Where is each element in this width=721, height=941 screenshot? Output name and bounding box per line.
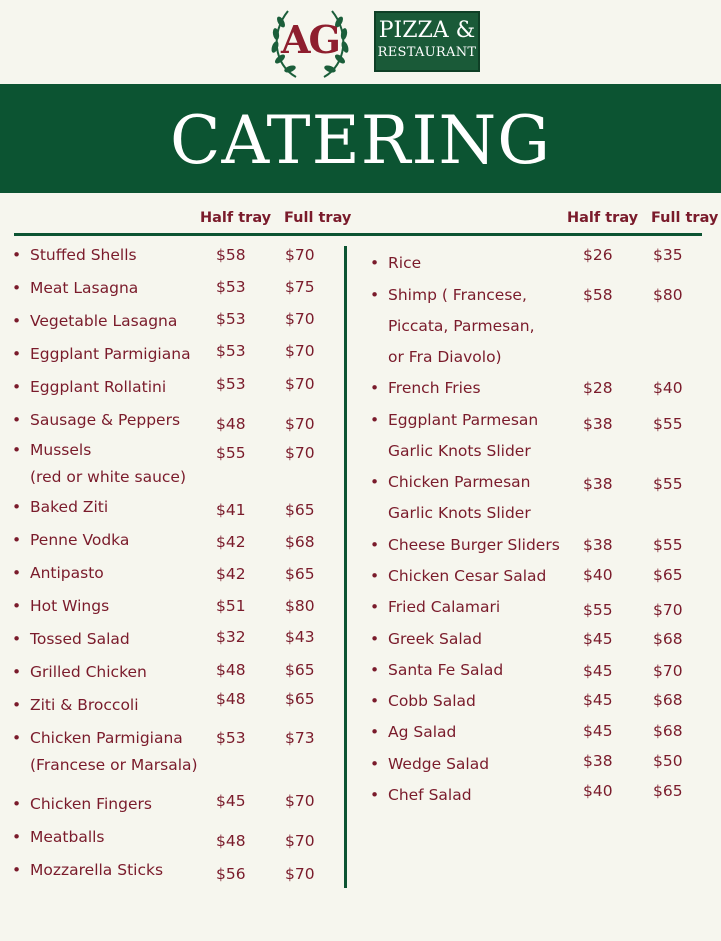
full-tray-price: $65 <box>285 501 315 519</box>
menu-item-name: Piccata, Parmesan, <box>388 317 535 335</box>
full-tray-price: $68 <box>285 533 315 551</box>
bullet-icon: • <box>12 630 22 648</box>
half-tray-price: $40 <box>583 782 613 800</box>
bullet-icon: • <box>12 279 22 297</box>
menu-item-name: Stuffed Shells <box>30 246 137 264</box>
full-tray-price: $73 <box>285 729 315 747</box>
full-tray-price: $70 <box>653 601 683 619</box>
bullet-icon: • <box>370 786 380 804</box>
full-tray-price: $80 <box>653 286 683 304</box>
bullet-icon: • <box>370 598 380 616</box>
half-tray-price: $26 <box>583 246 613 264</box>
page-title: CATERING <box>170 101 551 179</box>
menu-item-name: Antipasto <box>30 564 104 582</box>
full-tray-price: $55 <box>653 536 683 554</box>
bullet-icon: • <box>370 411 380 429</box>
half-tray-price: $28 <box>583 379 613 397</box>
full-tray-price: $70 <box>285 444 315 462</box>
right-full-tray-header: Full tray <box>651 210 719 226</box>
brand-name-box <box>374 11 480 72</box>
half-tray-price: $45 <box>583 630 613 648</box>
menu-item-name: Vegetable Lasagna <box>30 312 178 330</box>
full-tray-price: $35 <box>653 246 683 264</box>
bullet-icon: • <box>12 696 22 714</box>
half-tray-price: $42 <box>216 533 246 551</box>
menu-item-name: Hot Wings <box>30 597 110 615</box>
full-tray-price: $65 <box>653 782 683 800</box>
menu-item-name: Cobb Salad <box>388 692 476 710</box>
bullet-icon: • <box>370 536 380 554</box>
menu-item-name: Eggplant Parmesan <box>388 411 539 429</box>
bullet-icon: • <box>12 663 22 681</box>
bullet-icon: • <box>12 531 22 549</box>
half-tray-price: $55 <box>216 444 246 462</box>
bullet-icon: • <box>370 630 380 648</box>
half-tray-price: $42 <box>216 565 246 583</box>
menu-item-name: Eggplant Rollatini <box>30 378 167 396</box>
half-tray-price: $32 <box>216 628 246 646</box>
menu-item-name: Eggplant Parmigiana <box>30 345 191 363</box>
menu-item-name: Rice <box>388 254 422 272</box>
bullet-icon: • <box>370 661 380 679</box>
ag-seal-logo <box>266 3 354 81</box>
bullet-icon: • <box>370 286 380 304</box>
half-tray-price: $40 <box>583 566 613 584</box>
bullet-icon: • <box>12 564 22 582</box>
full-tray-price: $80 <box>285 597 315 615</box>
half-tray-price: $53 <box>216 729 246 747</box>
full-tray-price: $68 <box>653 722 683 740</box>
menu-item-name: Ziti & Broccoli <box>30 696 139 714</box>
bullet-icon: • <box>370 692 380 710</box>
bullet-icon: • <box>12 498 22 516</box>
full-tray-price: $70 <box>285 310 315 328</box>
menu-item-name: Penne Vodka <box>30 531 130 549</box>
half-tray-price: $45 <box>583 722 613 740</box>
full-tray-price: $70 <box>285 375 315 393</box>
menu-item-name: Tossed Salad <box>30 630 130 648</box>
full-tray-price: $70 <box>285 832 315 850</box>
half-tray-price: $38 <box>583 536 613 554</box>
full-tray-price: $75 <box>285 278 315 296</box>
bullet-icon: • <box>370 567 380 585</box>
bullet-icon: • <box>370 473 380 491</box>
catering-banner <box>0 84 721 193</box>
menu-item-name: Chicken Parmesan <box>388 473 531 491</box>
bullet-icon: • <box>370 723 380 741</box>
menu-item-name: Garlic Knots Slider <box>388 504 531 522</box>
bullet-icon: • <box>12 378 22 396</box>
brand-name-line2: RESTAURANT <box>377 45 477 60</box>
full-tray-price: $50 <box>653 752 683 770</box>
menu-item-name: Greek Salad <box>388 630 482 648</box>
bullet-icon: • <box>370 379 380 397</box>
full-tray-price: $70 <box>653 662 683 680</box>
menu-item-name: (Francese or Marsala) <box>30 756 198 774</box>
header-logos <box>0 0 721 84</box>
bullet-icon: • <box>370 755 380 773</box>
half-tray-price: $38 <box>583 475 613 493</box>
full-tray-price: $55 <box>653 415 683 433</box>
menu-item-name: Grilled Chicken <box>30 663 147 681</box>
half-tray-price: $58 <box>583 286 613 304</box>
left-half-tray-header: Half tray <box>200 210 272 226</box>
full-tray-price: $68 <box>653 630 683 648</box>
half-tray-price: $45 <box>216 792 246 810</box>
half-tray-price: $48 <box>216 832 246 850</box>
menu-item-name: Meatballs <box>30 828 105 846</box>
half-tray-price: $41 <box>216 501 246 519</box>
full-tray-price: $65 <box>653 566 683 584</box>
bullet-icon: • <box>12 441 22 459</box>
menu-item-name: Fried Calamari <box>388 598 501 616</box>
half-tray-price: $58 <box>216 246 246 264</box>
header-divider <box>14 233 702 236</box>
half-tray-price: $55 <box>583 601 613 619</box>
full-tray-price: $70 <box>285 865 315 883</box>
bullet-icon: • <box>12 312 22 330</box>
menu-item-name: Sausage & Peppers <box>30 411 181 429</box>
bullet-icon: • <box>12 411 22 429</box>
bullet-icon: • <box>12 729 22 747</box>
full-tray-price: $65 <box>285 565 315 583</box>
bullet-icon: • <box>12 795 22 813</box>
bullet-icon: • <box>12 597 22 615</box>
full-tray-price: $70 <box>285 415 315 433</box>
full-tray-price: $65 <box>285 690 315 708</box>
full-tray-price: $70 <box>285 246 315 264</box>
bullet-icon: • <box>12 828 22 846</box>
menu-item-name: Meat Lasagna <box>30 279 139 297</box>
full-tray-price: $40 <box>653 379 683 397</box>
right-half-tray-header: Half tray <box>567 210 639 226</box>
menu-item-name: French Fries <box>388 379 481 397</box>
bullet-icon: • <box>12 861 22 879</box>
half-tray-price: $56 <box>216 865 246 883</box>
left-full-tray-header: Full tray <box>284 210 352 226</box>
half-tray-price: $53 <box>216 375 246 393</box>
full-tray-price: $55 <box>653 475 683 493</box>
half-tray-price: $51 <box>216 597 246 615</box>
seal-text: AG <box>281 17 339 62</box>
brand-name-line1: PIZZA & <box>378 18 476 43</box>
half-tray-price: $53 <box>216 310 246 328</box>
menu-item-name: Cheese Burger Sliders <box>388 536 560 554</box>
half-tray-price: $53 <box>216 278 246 296</box>
half-tray-price: $38 <box>583 415 613 433</box>
menu-item-name: Chicken Parmigiana <box>30 729 183 747</box>
menu-item-name: Shimp ( Francese, <box>388 286 527 304</box>
menu-item-name: Garlic Knots Slider <box>388 442 531 460</box>
bullet-icon: • <box>12 345 22 363</box>
menu-item-name: Wedge Salad <box>388 755 490 773</box>
half-tray-price: $48 <box>216 415 246 433</box>
menu-item-name: Chef Salad <box>388 786 472 804</box>
half-tray-price: $45 <box>583 691 613 709</box>
full-tray-price: $68 <box>653 691 683 709</box>
menu-item-name: Santa Fe Salad <box>388 661 504 679</box>
column-divider <box>344 246 347 888</box>
full-tray-price: $70 <box>285 342 315 360</box>
menu-item-name: Mozzarella Sticks <box>30 861 164 879</box>
menu-item-name: (red or white sauce) <box>30 468 187 486</box>
full-tray-price: $70 <box>285 792 315 810</box>
menu-item-name: Chicken Cesar Salad <box>388 567 547 585</box>
half-tray-price: $48 <box>216 661 246 679</box>
menu-item-name: Baked Ziti <box>30 498 109 516</box>
bullet-icon: • <box>12 246 22 264</box>
half-tray-price: $38 <box>583 752 613 770</box>
menu-item-name: or Fra Diavolo) <box>388 348 502 366</box>
bullet-icon: • <box>370 254 380 272</box>
half-tray-price: $48 <box>216 690 246 708</box>
menu-item-name: Chicken Fingers <box>30 795 152 813</box>
full-tray-price: $43 <box>285 628 315 646</box>
half-tray-price: $53 <box>216 342 246 360</box>
half-tray-price: $45 <box>583 662 613 680</box>
menu-item-name: Mussels <box>30 441 92 459</box>
menu-item-name: Ag Salad <box>388 723 457 741</box>
full-tray-price: $65 <box>285 661 315 679</box>
